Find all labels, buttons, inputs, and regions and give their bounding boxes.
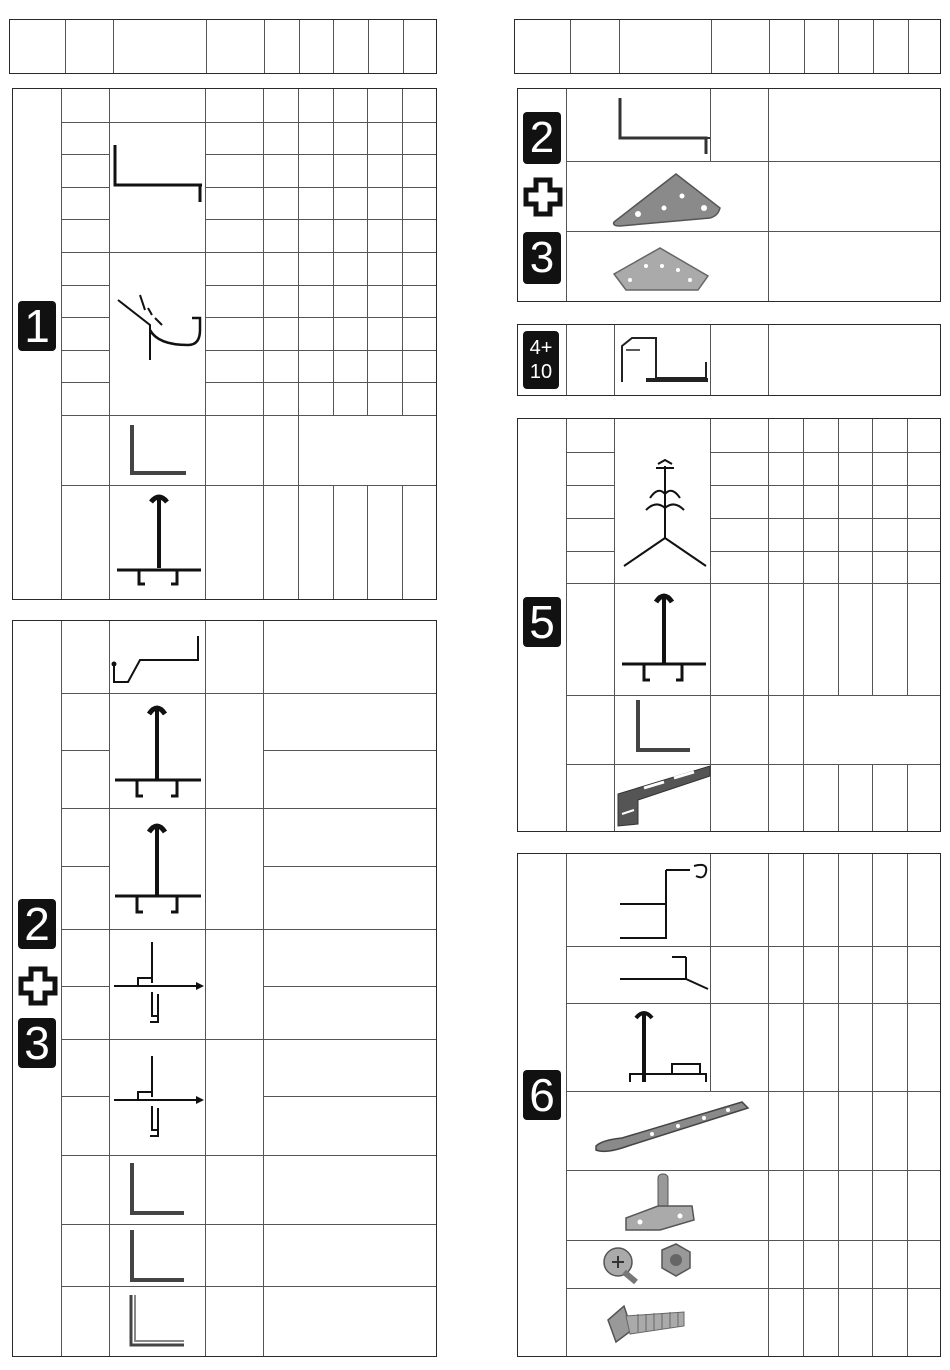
plus-outline-icon [524,178,562,216]
section-5-table [517,418,941,832]
badge-line: 4+ [529,337,553,359]
section-badge: 3 [523,232,561,284]
section-badge: 2 [523,112,561,164]
plus-outline-icon [19,967,57,1005]
gutter-edge-profile-icon [110,632,205,687]
channel-profile-icon [614,96,714,161]
rail-profile-icon [614,764,714,828]
header-table-left [9,19,437,74]
triangle-bracket-icon [606,170,726,230]
section-2-3-parts-table [517,88,941,302]
angle-double-profile-icon [128,1295,198,1350]
triangle-plate-icon [610,244,715,294]
section-badge: 2 [18,899,56,949]
channel-profile-icon [110,140,210,210]
gutter-profile-icon [110,290,210,370]
screw-and-nut-icon [600,1242,710,1287]
angle-profile-icon [128,425,198,480]
t-bar-connector-icon [626,1008,711,1088]
angle-profile-icon [634,700,704,755]
hanger-strap-icon [592,1096,754,1156]
section-2-3-table [12,620,437,1357]
section-1-table [12,88,437,600]
t-bar-profile-icon [620,588,710,688]
cross-connector-profile-icon [112,938,207,1028]
t-bar-profile-icon [115,490,205,590]
ridge-profile-icon [620,458,710,573]
section-badge: 6 [523,1070,561,1120]
header-table-right [514,19,941,74]
cross-connector-profile-icon [112,1052,207,1142]
section-badge: 5 [523,597,561,647]
section-4-10-table [517,324,941,396]
badge-line: 10 [529,361,553,383]
t-bar-profile-icon [113,818,203,918]
t-bar-profile-icon [113,700,203,805]
section-badge: 1 [18,301,56,351]
angle-profile-icon [128,1163,198,1218]
bolt-icon [604,1300,689,1350]
section-badge: 3 [18,1018,56,1068]
angle-profile-icon [128,1230,198,1285]
z-profile-icon [616,860,716,945]
edge-trim-profile-icon [618,332,713,387]
section-badge [523,331,559,389]
stud-plate-icon [620,1170,700,1235]
edge-trim-profile-icon [616,953,716,993]
